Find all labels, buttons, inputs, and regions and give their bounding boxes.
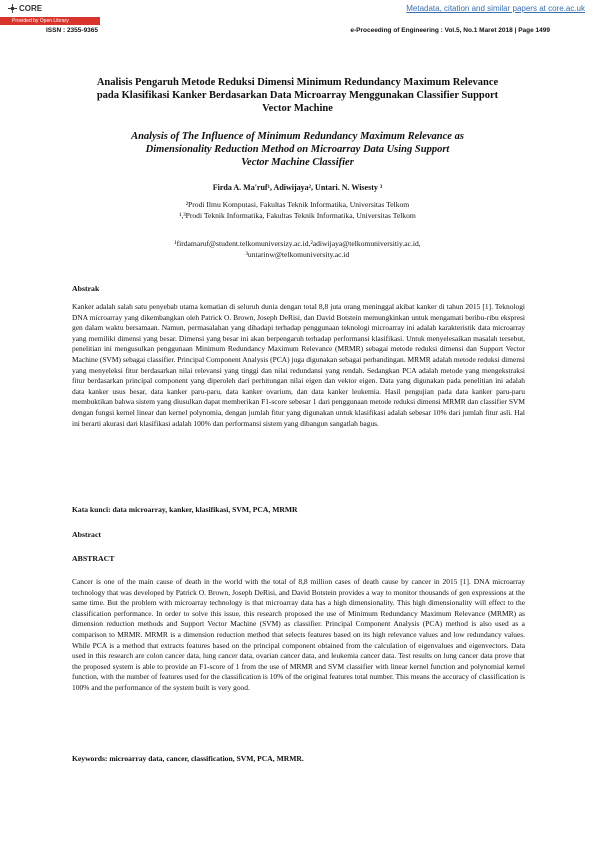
abstract-label: Abstract	[72, 530, 102, 539]
title-en-line-3: Vector Machine Classifier	[241, 157, 354, 168]
abstrak-heading: Abstrak	[72, 284, 100, 293]
title-id-line-2: pada Klasifikasi Kanker Berdasarkan Data Microarray Menggunakan Classifier Support	[96, 90, 499, 101]
issn-header: ISSN : 2355-9365	[46, 27, 99, 34]
title-en-line-1: Analysis of The Influence of Minimum Redundancy Maximum Relevance as	[131, 131, 464, 142]
author-emails	[60, 238, 535, 260]
core-logo-text: CORE	[19, 4, 43, 13]
email-line-1: ¹firdamaruf@student.telkomuniversizy.ac.id,²adiwijaya@telkomuniversitiy.ac.id,	[174, 239, 421, 248]
abstract-text: Cancer is one of the main cause of death in the world with the total of 8,8 million cases of death cause by cancer in 2015 [1]. DNA microarray technology that was developed by Patrick O. Brown, Joseph DeRisi, and David Botstein provides a way to monitor thousands of gen expressions at the same time. But the problem with microarray technology is that microarray data has a high dimensionality. This high dimensionality will effect to the classification performance. In order to solve this issue, this research proposed the use of Minimum Redundancy Maximum Relevance (MRMR) as dimension reduction methods and Support Vector Machine (SVM) as classifier. Principal Component Analysis (PCA) method is also used as a comparison to MRMR. MRMR is a dimension reduction method that selects features based on its high relevance values and low redundancy values. While PCA is a method that extracts features based on the principal component obtained from the calculation of eigenvalues and eigenvectors. Data used in this research are colon cancer data, lung cancer data, ovarian cancer data, and leukemia cancer data. Test results on lung cancer data prove that the proposed system is able to provide an F1-score of 1 from the use of MRMR and SVM classifier with linear kernel function and polynomial kernel function, with the number of features used for the classification is 10% of the original features total number. This means the accuracy of classification is 100% and the performance of the system built is very good.	[72, 577, 525, 692]
title-id-line-1: Analisis Pengaruh Metode Reduksi Dimensi Minimum Redundancy Maximum Relevance	[96, 77, 499, 88]
affiliation-1: ²Prodi Ilmu Komputasi, Fakultas Teknik Informatika, Universitas Telkom	[185, 200, 410, 209]
provided-by-badge[interactable]: Provided by Open Library	[0, 17, 100, 25]
title-id-line-3: Vector Machine	[262, 103, 333, 114]
email-line-2: ³untarinw@telkomuniversity.ac.id	[245, 250, 350, 259]
core-topbar	[0, 0, 595, 17]
keywords: Keywords: microarray data, cancer, classification, SVM, PCA, MRMR.	[72, 754, 304, 763]
core-logo[interactable]	[8, 4, 42, 13]
title-indonesian	[60, 76, 535, 115]
authors: Firda A. Ma'ruf¹, Adiwijaya², Untari. N. Wisesty ³	[212, 183, 383, 192]
proceeding-header: e-Proceeding of Engineering : Vol.5, No.1 Maret 2018 | Page 1499	[350, 27, 550, 34]
affiliations	[60, 199, 535, 221]
title-english	[60, 130, 535, 169]
core-logo-icon	[8, 4, 17, 13]
core-metadata-link[interactable]: Metadata, citation and similar papers at core.ac.uk	[406, 4, 585, 13]
affiliation-2: ¹,³Prodi Teknik Informatika, Fakultas Teknik Informatika, Universitas Telkom	[179, 211, 416, 220]
abstrak-text: Kanker adalah salah satu penyebab utama kematian di seluruh dunia dengan total 8,8 juta orang meninggal akibat kanker di tahun 2015 [1]. Teknologi DNA microarray yang dikembangkan oleh Patrick O. Brown, Joseph DeRisi, dan David Botstein memungkinkan untuk mengamati beribu-ribu ekspresi gen dalam waktu bersamaan. Namun, permasalahan yang dihadapi terhadap penggunaan teknologi microarray ini adalah karakteristik data microarray yang memiliki dimensi yang besar. Dimensi yang besar ini akan berpengaruh terhadap performansi klasifikasi. Untuk menyelesaikan masalah tersebut, penelitian ini mengusulkan penggunaan Minimum Redundancy Maximum Relevance (MRMR) sebagai metode reduksi dimensi dan Support Vector Machine (SVM) sebagai classifier. Principal Component Analysis (PCA) juga digunakan sebagai perbandingan. MRMR adalah metode reduksi dimensi yang menyeleksi fitur berdasarkan nilai relevansi yang tinggi dan nilai redundansi yang rendah. Sedangkan PCA adalah metode yang mengekstraksi fitur berdasarkan principal component yang diperoleh dari perhitungan nilai eigen dan vektor eigen. Data yang digunakan pada penelitian ini adalah data kanker usus besar, data kanker paru-paru, data kanker ovarium, dan data kanker leukemia. Hasil pengujian pada data kanker paru-paru membuktikan bahwa sistem yang diusulkan dapat memberikan F1-score sebesar 1 dari penggunaan metode reduksi dimensi MRMR dan classifier SVM dengan fungsi kernel linear dan kernel polynomia, dengan jumlah fitur yang digunakan untuk klasifikasi adalah sebesar 10% dari jumlah fitur asli. Hal ini berarti akurasi dari klasifikasi adalah 100% dan performansi sistem yang dibangun sangatlah bagus.	[72, 302, 525, 428]
title-en-line-2: Dimensionality Reduction Method on Microarray Data Using Support	[145, 144, 450, 155]
abstract-heading: ABSTRACT	[72, 554, 115, 563]
kata-kunci: Kata kunci: data microarray, kanker, klasifikasi, SVM, PCA, MRMR	[72, 505, 298, 514]
